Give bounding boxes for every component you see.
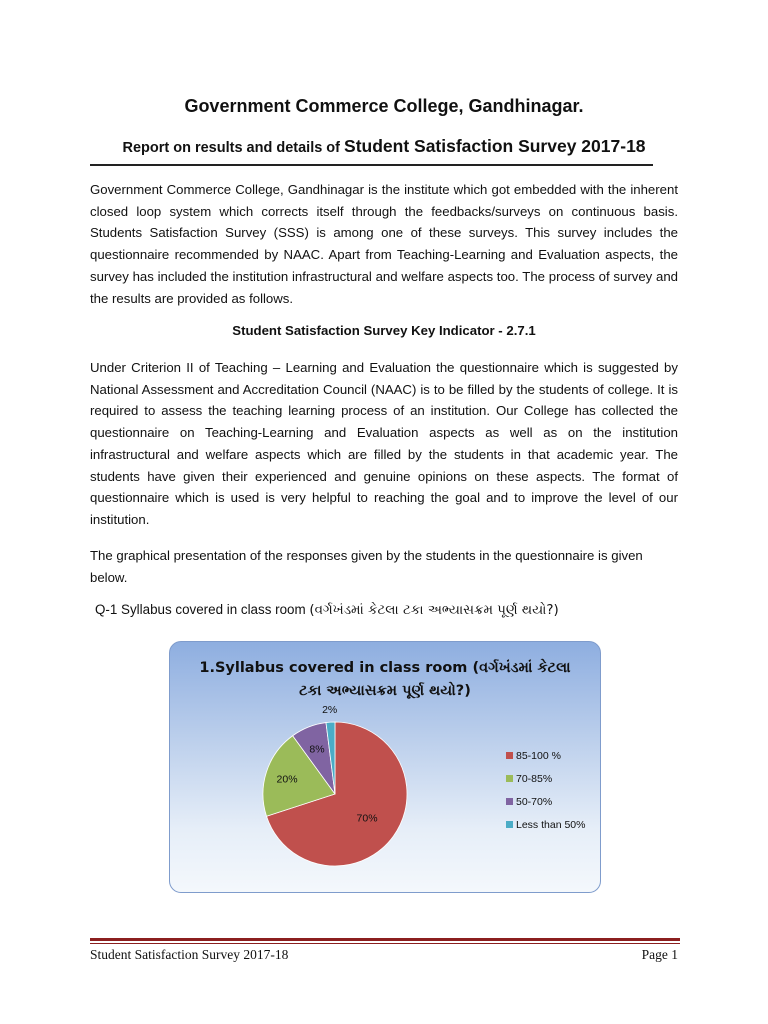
pie-chart: [170, 642, 600, 892]
report-subtitle: [90, 136, 678, 157]
key-indicator-heading: Student Satisfaction Survey Key Indicator - 2.7.1: [232, 323, 536, 338]
legend-swatch-50-70: [506, 798, 513, 805]
pie-data-label-50-70: 8%: [309, 743, 325, 756]
legend-label-85-100: 85-100 %: [516, 750, 561, 762]
legend-swatch-70-85: [506, 775, 513, 782]
page-number: Page 1: [641, 947, 678, 962]
footer-title: Student Satisfaction Survey 2017-18: [90, 947, 289, 962]
legend-swatch-less-than-50: [506, 821, 513, 828]
legend-label-less-than-50: Less than 50%: [516, 819, 586, 831]
title-underline: [90, 164, 653, 166]
legend-label-50-70: 50-70%: [516, 796, 553, 808]
chart-title-line-2: ટકા અભ્યાસક્રમ પૂર્ણ થયો?): [299, 683, 471, 699]
question-1-gujarati: (વર્ગખંડમાં કેટલા ટકા અભ્યાસક્રમ પૂર્ણ થયો?): [309, 603, 559, 618]
pie-data-label-70-85: 20%: [276, 773, 298, 786]
question-1-english: Q-1 Syllabus covered in class room: [95, 602, 310, 617]
college-title: Government Commerce College, Gandhinagar.: [184, 96, 584, 116]
subtitle-main: Student Satisfaction Survey 2017-18: [344, 136, 646, 156]
legend-label-70-85: 70-85%: [516, 773, 553, 785]
intro-paragraph: Government Commerce College, Gandhinagar is the institute which got embedded with the inherent closed loop system which corrects itself through the feedbacks/surveys on continuous basis. Students Satisfaction Survey (SSS) is among one of these surveys. This survey includes the questionnaire recommended by NAAC. Apart from Teaching-Learning and Evaluation aspects, the survey has included the institution infrastructural and welfare aspects too. The process of survey and the results are provided as follows.: [90, 182, 678, 306]
criterion-paragraph: Under Criterion II of Teaching – Learning and Evaluation the questionnaire which is suggested by National Assessment and Accreditation Council (NAAC) is to be filled by the students of college. It is required to assess the teaching learning process of an institution. Our College has collected the questionnaire on Teaching-Learning and Evaluation aspects as well as on the institution infrastructural and welfare aspects which are filled by the students in that academic year. The students have given their experienced and genuine opinions on these aspects. The format of questionnaire which is used is very helpful to reaching the goal and to improve the level of our institution.: [90, 360, 678, 527]
footer-rule-thick: [90, 938, 680, 941]
graphical-paragraph: The graphical presentation of the responses given by the students in the questionnaire is given below.: [90, 548, 643, 585]
pie-chart-panel: [169, 641, 601, 893]
pie-slices: [263, 722, 407, 866]
chart-legend: [506, 750, 585, 831]
pie-data-label-85-100: 70%: [356, 812, 378, 825]
footer-rule-thin: [90, 943, 680, 944]
question-1-label: [95, 602, 559, 618]
legend-swatch-85-100: [506, 752, 513, 759]
subtitle-prefix: Report on results and details of: [122, 140, 345, 156]
chart-title-line-1: 1.Syllabus covered in class room (વર્ગખંડમાં કેટલા: [199, 660, 571, 676]
pie-data-label-less-than-50: 2%: [322, 704, 338, 717]
